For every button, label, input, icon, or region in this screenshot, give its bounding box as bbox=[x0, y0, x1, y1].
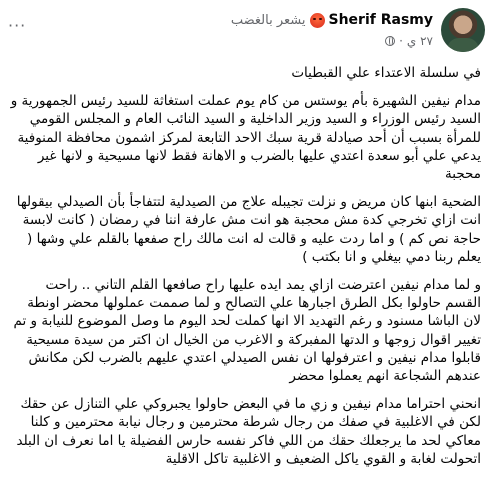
angry-emoji-icon bbox=[310, 13, 325, 28]
post-timestamp[interactable]: ٢٧ ي bbox=[406, 34, 433, 48]
feeling-text: يشعر بالغضب bbox=[230, 12, 306, 28]
post-body bbox=[10, 64, 481, 478]
author-avatar[interactable] bbox=[441, 8, 485, 52]
author-name[interactable]: Sherif Rasmy bbox=[328, 12, 433, 28]
post-meta bbox=[385, 34, 433, 48]
post-paragraph: و لما مدام نيفين اعترضت ازاي يمد ايده عليها راح صافعها القلم التاني .. راحت القسم حاولوا بكل الطرق اجبارها علي التصالح و لما صممت عملولها محضر اونطة لان الباشا مسنود و رغم التهديد الا انها كملت لحد اليوم ما وصل الموضوع للنيابة و تم تغيير اقوال زوجها و الدتها المفبركة و الاغرب من الخيال ان اكتر من سيدة مسيحية قابلوا مدام نيفين و اعترفولها ان نفس الصيدلي اعتدي عليهم بالضرب لكن مكانش عندهم الشجاعة انهم يعملوا محضر bbox=[13, 277, 481, 385]
more-options-icon[interactable]: ··· bbox=[8, 16, 27, 35]
post-paragraph: انحني احتراما مدام نيفين و زي ما في البعض حاولوا يجبروكي علي التنازل عن حقك لكن في الاغلبية في صفك من رجال شرطة محترمين و رجال نيابة محترمين و كلنا معاكي لحد ما يرجعلك حقك من اللي فاكر نفسه حارس الفضيلة يا اما نعرف ان البلد اتحولت لغابة و القوي ياكل الضعيف و الاغلبية تاكل الاقلية bbox=[16, 396, 481, 467]
post-paragraph: الضحية ابنها كان مريض و نزلت تجيبله علاج من الصيدلية لتتفاجأ بأن الصيدلي بيقولها انت ازاي تخرجي كدة مش محجبة هو انت مش عارفة اننا في رمضان ( كانت لابسة حاجة نص كم ) و اما ردت عليه و قالت له انت مالك راح صفعها بالقلم علي وشها ( يعلم ربنا دمي بيغلي و انا بكتب ) bbox=[16, 194, 481, 265]
globe-icon bbox=[385, 36, 395, 46]
meta-separator: · bbox=[399, 34, 403, 48]
post-paragraph: مدام نيفين الشهيرة بأم يوستس من كام يوم عملت استغاثة للسيد رئيس الجمهورية و السيد رئيس الوزراء و السيد وزير الداخلية و السيد النائب العام و المجلس القومي للمرأة بسبب أن أحد صيادلة قرية سبك الاحد التابعة لمركز اشمون محافظة المنوفية يدعي علي أبو سعدة اعتدي عليها بالضرب و الاهانة فقط لانها مسيحية و لانها غير محجبة bbox=[10, 93, 481, 183]
post-header bbox=[8, 4, 485, 56]
author-line bbox=[231, 12, 433, 28]
post-paragraph: في سلسلة الاعتداء علي القبطيات bbox=[291, 65, 481, 81]
